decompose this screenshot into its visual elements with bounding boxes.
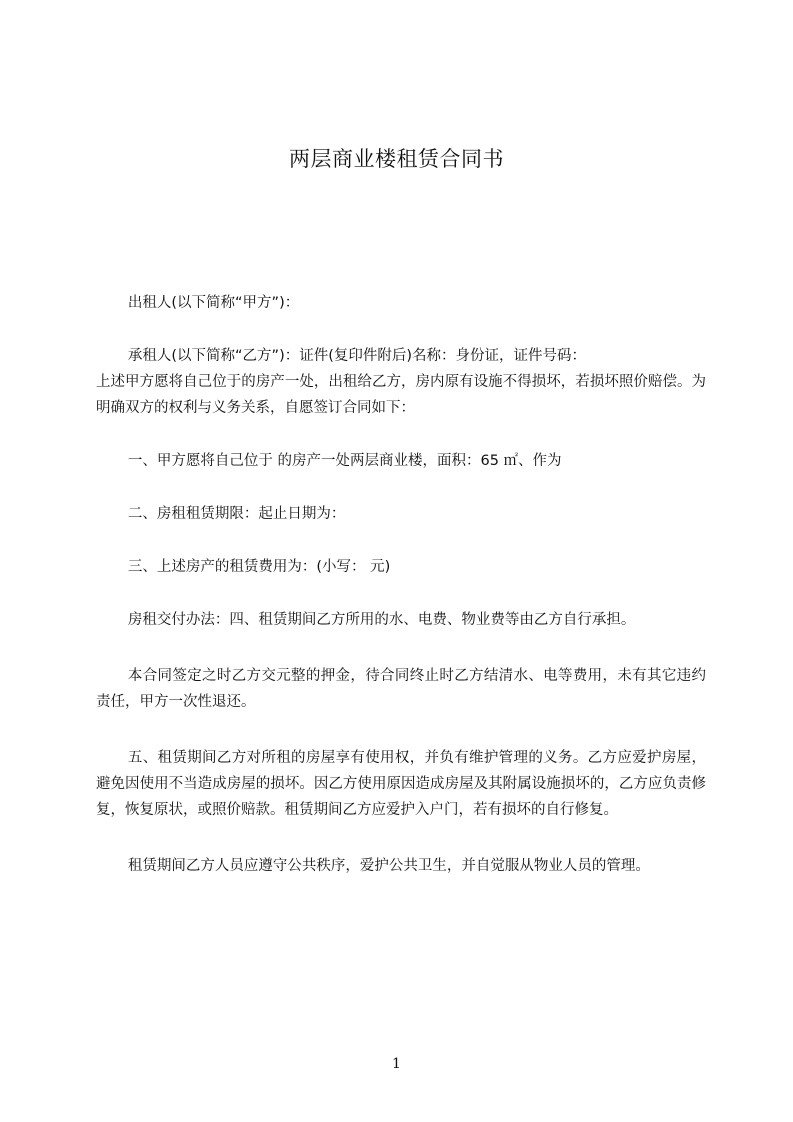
clause-1: 一、甲方愿将自己位于 的房产一处两层商业楼，面积：65 ㎡、作为 bbox=[127, 453, 562, 469]
intro-paragraph: 上述甲方愿将自己位于的房产一处，出租给乙方，房内原有设施不得损坏，若损坏照价赔偿。为明确双方的权利与义务关系，自愿签订合同如下： bbox=[96, 374, 706, 416]
clause-4-payment: 房租交付办法：四、租赁期间乙方所用的水、电费、物业费等由乙方自行承担。 bbox=[127, 612, 636, 628]
clause-2: 二、房租租赁期限：起止日期为： bbox=[127, 506, 346, 522]
public-order-paragraph: 租赁期间乙方人员应遵守公共秩序，爱护公共卫生，并自觉服从物业人员的管理。 bbox=[127, 858, 650, 874]
clause-3: 三、上述房产的租赁费用为：(小写： 元) bbox=[127, 559, 391, 575]
lessor-line: 出租人(以下简称“甲方”)： bbox=[127, 295, 300, 311]
deposit-paragraph: 本合同签定之时乙方交元整的押金，待合同终止时乙方结清水、电等费用，未有其它违约责任，甲方一次性退还。 bbox=[96, 668, 706, 710]
lessee-line: 承租人(以下简称“乙方”)：证件(复印件附后)名称：身份证，证件号码： bbox=[127, 348, 587, 364]
document-title: 两层商业楼租赁合同书 bbox=[289, 147, 504, 171]
document-body bbox=[96, 290, 706, 906]
page-number: 1 bbox=[392, 1056, 401, 1072]
clause-5: 五、租赁期间乙方对所租的房屋享有使用权，并负有维护管理的义务。乙方应爱护房屋，避免因使用不当造成房屋的损坏。因乙方使用原因造成房屋及其附属设施损坏的，乙方应负责修复，恢复原状，或照价赔款。租赁期间乙方应爱护入户门，若有损坏的自行修复。 bbox=[96, 750, 706, 818]
